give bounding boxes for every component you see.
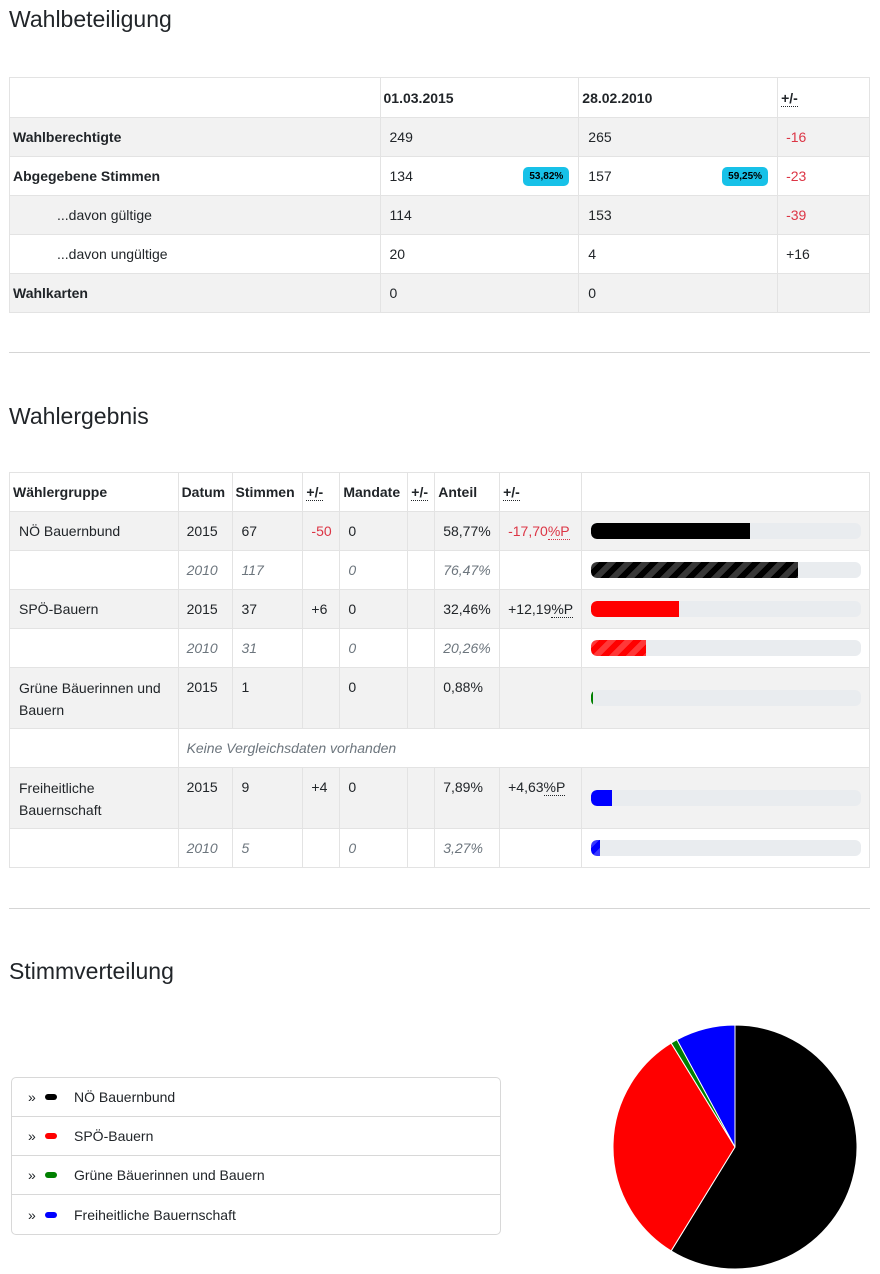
progress-fill [591,601,679,617]
pie-chart [610,1022,860,1272]
share-bar-cell [582,590,870,629]
year: 2010 [178,551,232,590]
share: 76,47% [435,551,500,590]
value-new: 20 [380,235,579,274]
share: 20,26% [435,629,500,668]
legend-color-dot [45,1212,57,1218]
seats: 0 [340,629,408,668]
distribution-title: Stimmverteilung [9,958,174,984]
turnout-percent-badge: 53,82% [523,167,569,186]
year: 2015 [178,768,232,829]
row-label: Wahlberechtigte [10,118,381,157]
value-old: 0 [579,274,778,313]
year: 2015 [178,668,232,729]
share: 0,88% [435,668,500,729]
votes: 117 [232,551,303,590]
seats: 0 [340,829,408,868]
table-row [10,668,870,729]
table-row [10,235,870,274]
progress-bar [591,562,861,578]
header-bar [582,473,870,512]
group-name: Freiheitliche Bauernschaft [10,768,179,829]
seats: 0 [340,590,408,629]
progress-bar [591,523,861,539]
year: 2010 [178,629,232,668]
share-diff: +12,19%P [500,590,582,629]
share-diff [500,668,582,729]
header-share-diff[interactable]: +/- [500,473,582,512]
seats: 0 [340,668,408,729]
legend-color-dot [45,1094,57,1100]
progress-fill [591,790,612,806]
votes-diff: -50 [303,512,340,551]
progress-bar [591,601,861,617]
share-diff: +4,63%P [500,768,582,829]
value-old: 153 [579,196,778,235]
votes: 5 [232,829,303,868]
pie-legend [11,1077,501,1235]
double-chevron-right-icon: » [28,1089,34,1105]
share-bar-cell [582,829,870,868]
header-seats-diff[interactable]: +/- [408,473,435,512]
share: 7,89% [435,768,500,829]
value-diff: +16 [778,235,870,274]
row-label: ...davon ungültige [10,235,381,274]
row-label: Wahlkarten [10,274,381,313]
progress-bar [591,790,861,806]
seats: 0 [340,551,408,590]
turnout-table [9,77,870,313]
value-diff: -39 [778,196,870,235]
group-name: Grüne Bäuerinnen und Bauern [10,668,179,729]
legend-label: Freiheitliche Bauernschaft [74,1206,236,1223]
progress-fill [591,690,593,706]
value-new: 0 [380,274,579,313]
table-row [10,196,870,235]
progress-bar [591,840,861,856]
results-title: Wahlergebnis [9,403,149,429]
results-table [9,472,870,868]
value-old: 4 [579,235,778,274]
share: 58,77% [435,512,500,551]
votes: 1 [232,668,303,729]
header-seats: Mandate [340,473,408,512]
seats-diff [408,590,435,629]
legend-label: NÖ Bauernbund [74,1089,176,1105]
divider [9,908,870,909]
seats: 0 [340,512,408,551]
double-chevron-right-icon: » [28,1206,34,1223]
progress-bar [591,690,861,706]
value-diff: -16 [778,118,870,157]
year: 2015 [178,512,232,551]
votes-diff: +6 [303,590,340,629]
value-diff [778,274,870,313]
votes: 9 [232,768,303,829]
legend-item[interactable] [12,1117,500,1156]
progress-bar [591,640,861,656]
no-comparison-note: Keine Vergleichsdaten vorhanden [178,729,869,768]
header-group: Wählergruppe [10,473,179,512]
votes-diff [303,668,340,729]
turnout-title: Wahlbeteiligung [9,6,172,32]
table-row [10,768,870,829]
progress-fill [591,562,797,578]
share-diff: -17,70%P [500,512,582,551]
share-bar-cell [582,512,870,551]
share-bar-cell [582,668,870,729]
group-name: NÖ Bauernbund [10,512,179,551]
header-date: Datum [178,473,232,512]
votes-diff: +4 [303,768,340,829]
table-row [10,118,870,157]
seats-diff [408,768,435,829]
share-bar-cell [582,629,870,668]
double-chevron-right-icon: » [28,1128,34,1144]
share-bar-cell [582,551,870,590]
row-label: ...davon gültige [10,196,381,235]
seats: 0 [340,768,408,829]
progress-fill [591,640,646,656]
votes: 67 [232,512,303,551]
votes: 37 [232,590,303,629]
table-row [10,590,870,629]
year: 2015 [178,590,232,629]
table-row [10,274,870,313]
share: 3,27% [435,829,500,868]
table-row [10,157,870,196]
header-votes: Stimmen [232,473,303,512]
table-row [10,729,870,768]
progress-fill [591,523,750,539]
value-new: 134 53,82% [380,157,579,196]
legend-item[interactable] [12,1156,500,1195]
seats-diff [408,512,435,551]
value-diff: -23 [778,157,870,196]
header-votes-diff[interactable]: +/- [303,473,340,512]
value-old: 265 [579,118,778,157]
legend-item[interactable] [12,1078,500,1117]
legend-color-dot [45,1172,57,1178]
votes: 31 [232,629,303,668]
table-row [10,829,870,868]
value-old: 157 59,25% [579,157,778,196]
progress-fill [591,840,600,856]
legend-color-dot [45,1133,57,1139]
turnout-header-diff[interactable]: +/- [778,78,870,118]
legend-item[interactable] [12,1195,500,1234]
share: 32,46% [435,590,500,629]
double-chevron-right-icon: » [28,1167,34,1183]
share-bar-cell [582,768,870,829]
table-row [10,551,870,590]
turnout-header-date-new: 01.03.2015 [380,78,579,118]
value-new: 249 [380,118,579,157]
turnout-header-date-old: 28.02.2010 [579,78,778,118]
turnout-header-empty [10,78,381,118]
table-row [10,629,870,668]
value-new: 114 [380,196,579,235]
legend-label: Grüne Bäuerinnen und Bauern [74,1167,265,1183]
table-row [10,512,870,551]
divider [9,352,870,353]
row-label: Abgegebene Stimmen [10,157,381,196]
group-name: SPÖ-Bauern [10,590,179,629]
turnout-percent-badge: 59,25% [722,167,768,186]
legend-label: SPÖ-Bauern [74,1128,154,1144]
year: 2010 [178,829,232,868]
header-share: Anteil [435,473,500,512]
seats-diff [408,668,435,729]
